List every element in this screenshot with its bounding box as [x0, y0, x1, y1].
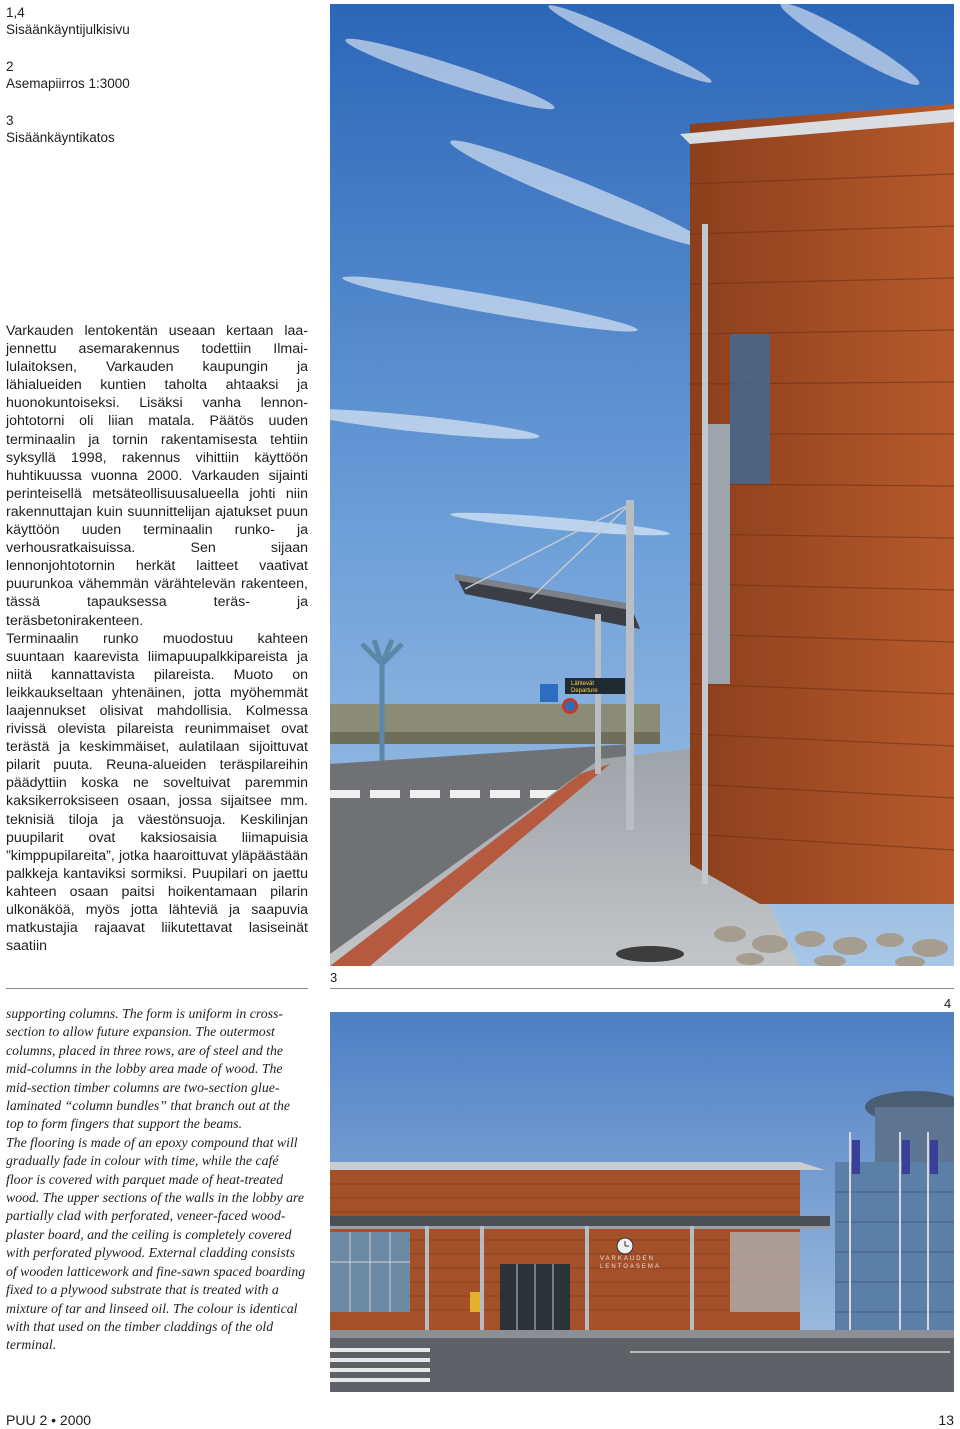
paragraph: The flooring is made of an epoxy compound that will gradually fade in colour with time, while the café floor is covered with parquet made of heat-treated wood. The upper sections of the walls in the lobby are partially clad with perforated, veneer-faced wood-plaster board, and the ceiling is completely covered with perforated plywood. External cladding consists of wooden latticework and fine-sawn spaced boarding fixed to a plywood substrate that is treated with a mixture of tar and linseed oil. The colour is identical with that used on the timber claddings of the old terminal. — [6, 1134, 306, 1353]
photo-4-label: 4 — [944, 996, 952, 1011]
english-article-text — [6, 1005, 306, 1355]
caption-3 — [6, 112, 306, 146]
footer-publication: PUU 2 • 2000 — [6, 1412, 92, 1428]
divider — [330, 988, 954, 989]
caption-number: 1,4 — [6, 5, 25, 20]
page-number: 13 — [938, 1412, 954, 1428]
caption-number: 2 — [6, 59, 14, 74]
canopy-illustration — [330, 4, 954, 966]
caption-text: Asemapiirros 1:3000 — [6, 76, 130, 91]
divider — [6, 988, 308, 989]
caption-1-4 — [6, 4, 306, 38]
caption-2 — [6, 58, 306, 92]
captions — [6, 4, 306, 166]
caption-number: 3 — [6, 113, 14, 128]
photo-entrance-facade — [330, 1012, 954, 1392]
paragraph: Terminaalin runko muodostuu kahteen suuntaan kaarevista liimapuupalkkipareista ja niitä kannattavista pilareista. Muoto on leikkaukseltaan yhtenäinen, jotta myöhemmät laajennukset olisivat mahdollisia. Kolmessa rivissä olevista pilareista reunimmaiset ovat terästä ja keskimmäiset, aulatilaan sijoittuvat pilarit puuta. Reuna-alueiden teräspilareihin päädyttiin koska ne soveltuivat paremmin kaksikerroksiseen osaan, jossa sijaitsee mm. teknisiä tiloja ja väestönsuoja. Keskilinjan puupilarit ovat kaksiosaisia liimapuisia ”kimppupilareita”, jotka haaroittuvat yläpäästään palkkeja kantaviksi sormiksi. Puupilari on jaettu kahteen osaan paitsi hoikentamaan pilarin ulkonäköä, myös jotta lähteviä ja saapuvia matkustajia rajaavat liikutettavat lasiseinät saatiin — [6, 630, 308, 955]
finnish-article-text — [6, 322, 308, 955]
paragraph: Varkauden lentokentän useaan kertaan laajennettu asemarakennus todettiin Ilmailulaitoksen, Varkauden kaupungin ja lähialueiden kuntien taholta ahtaaksi ja huonokuntoiseksi. Lisäksi vanha lennonjohtotorni oli liian matala. Päätös uuden terminaalin ja tornin rakentamisesta tehtiin syksyllä 1998, rakennus vihittiin käyttöön huhtikuussa vuonna 2000. Varkauden sijainti perinteisellä metsäteollisuusalueella johti niin rakennuttajan kuin suunnittelijan ajatukset puun käyttöön uuden terminaalin runko- ja verhousratkaisuissa. Sen sijaan lennonjohtotornin herkät laitteet vaativat puurunkoa vähemmän värähtelevän rakenteen, tässä tapauksessa teräs- ja teräsbetonirakenteen. — [6, 323, 308, 629]
facade-text: VARKAUDEN — [600, 1256, 655, 1262]
photo-3-label: 3 — [330, 970, 338, 985]
facade-illustration — [330, 1012, 954, 1392]
paragraph: supporting columns. The form is uniform in cross-section to allow future expansion. The outermost columns, placed in three rows, are of steel and the mid-columns in the lobby area made of wood. The mid-section timber columns are two-section glue-laminated “column bundles” that branch out at the top to form fingers that support the beams. — [6, 1006, 290, 1132]
sign-text: Departure — [571, 688, 598, 694]
caption-text: Sisäänkäyntijulkisivu — [6, 22, 130, 37]
photo-entrance-canopy — [330, 4, 954, 966]
sign-text: Lähtevät — [571, 681, 595, 687]
caption-text: Sisäänkäyntikatos — [6, 130, 115, 145]
facade-text: LENTOASEMA — [600, 1264, 661, 1270]
